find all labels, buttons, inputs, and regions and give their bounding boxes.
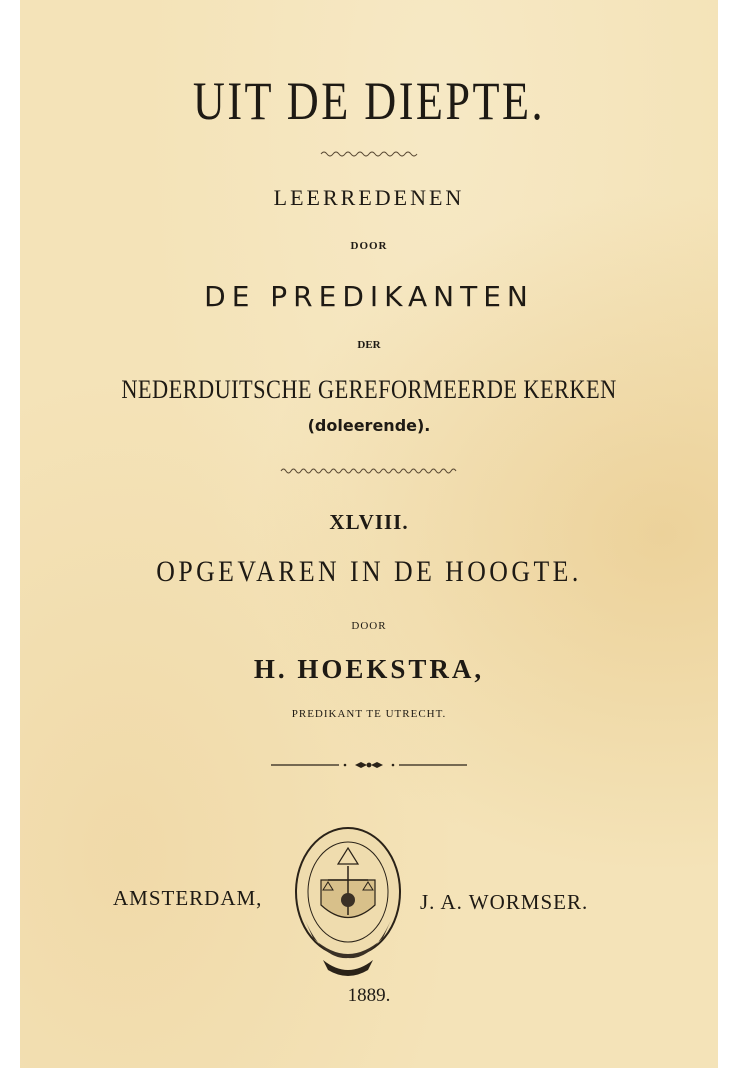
imprint-year: 1889. bbox=[347, 985, 391, 1006]
by-label-2: DOOR bbox=[351, 620, 387, 632]
volume-number: XLVIII. bbox=[329, 510, 409, 534]
by-label: DOOR bbox=[350, 240, 388, 252]
sermon-title: OPGEVAREN IN DE HOOGTE. bbox=[156, 555, 582, 588]
book-title: UIT DE DIEPTE. bbox=[192, 71, 546, 131]
of-label: DER bbox=[357, 339, 381, 351]
imprint-city: AMSTERDAM, bbox=[113, 886, 263, 910]
subtitle: LEERREDENEN bbox=[273, 185, 465, 210]
church-note: (doleerende). bbox=[307, 416, 431, 435]
authors-group: DE PREDIKANTEN bbox=[204, 280, 534, 313]
imprint-publisher: J. A. WORMSER. bbox=[420, 890, 589, 914]
author-position: PREDIKANT TE UTRECHT. bbox=[291, 708, 447, 720]
publisher-seal-icon bbox=[283, 820, 413, 980]
ornament-rule-wavy bbox=[20, 463, 718, 481]
ornament-rule-small bbox=[20, 146, 718, 164]
church-name: NEDERDUITSCHE GEREFORMEERDE KERKEN bbox=[121, 375, 617, 404]
author-name: H. HOEKSTRA, bbox=[253, 654, 485, 684]
title-page bbox=[20, 0, 718, 1068]
ornament-rule-dotted bbox=[20, 758, 718, 776]
